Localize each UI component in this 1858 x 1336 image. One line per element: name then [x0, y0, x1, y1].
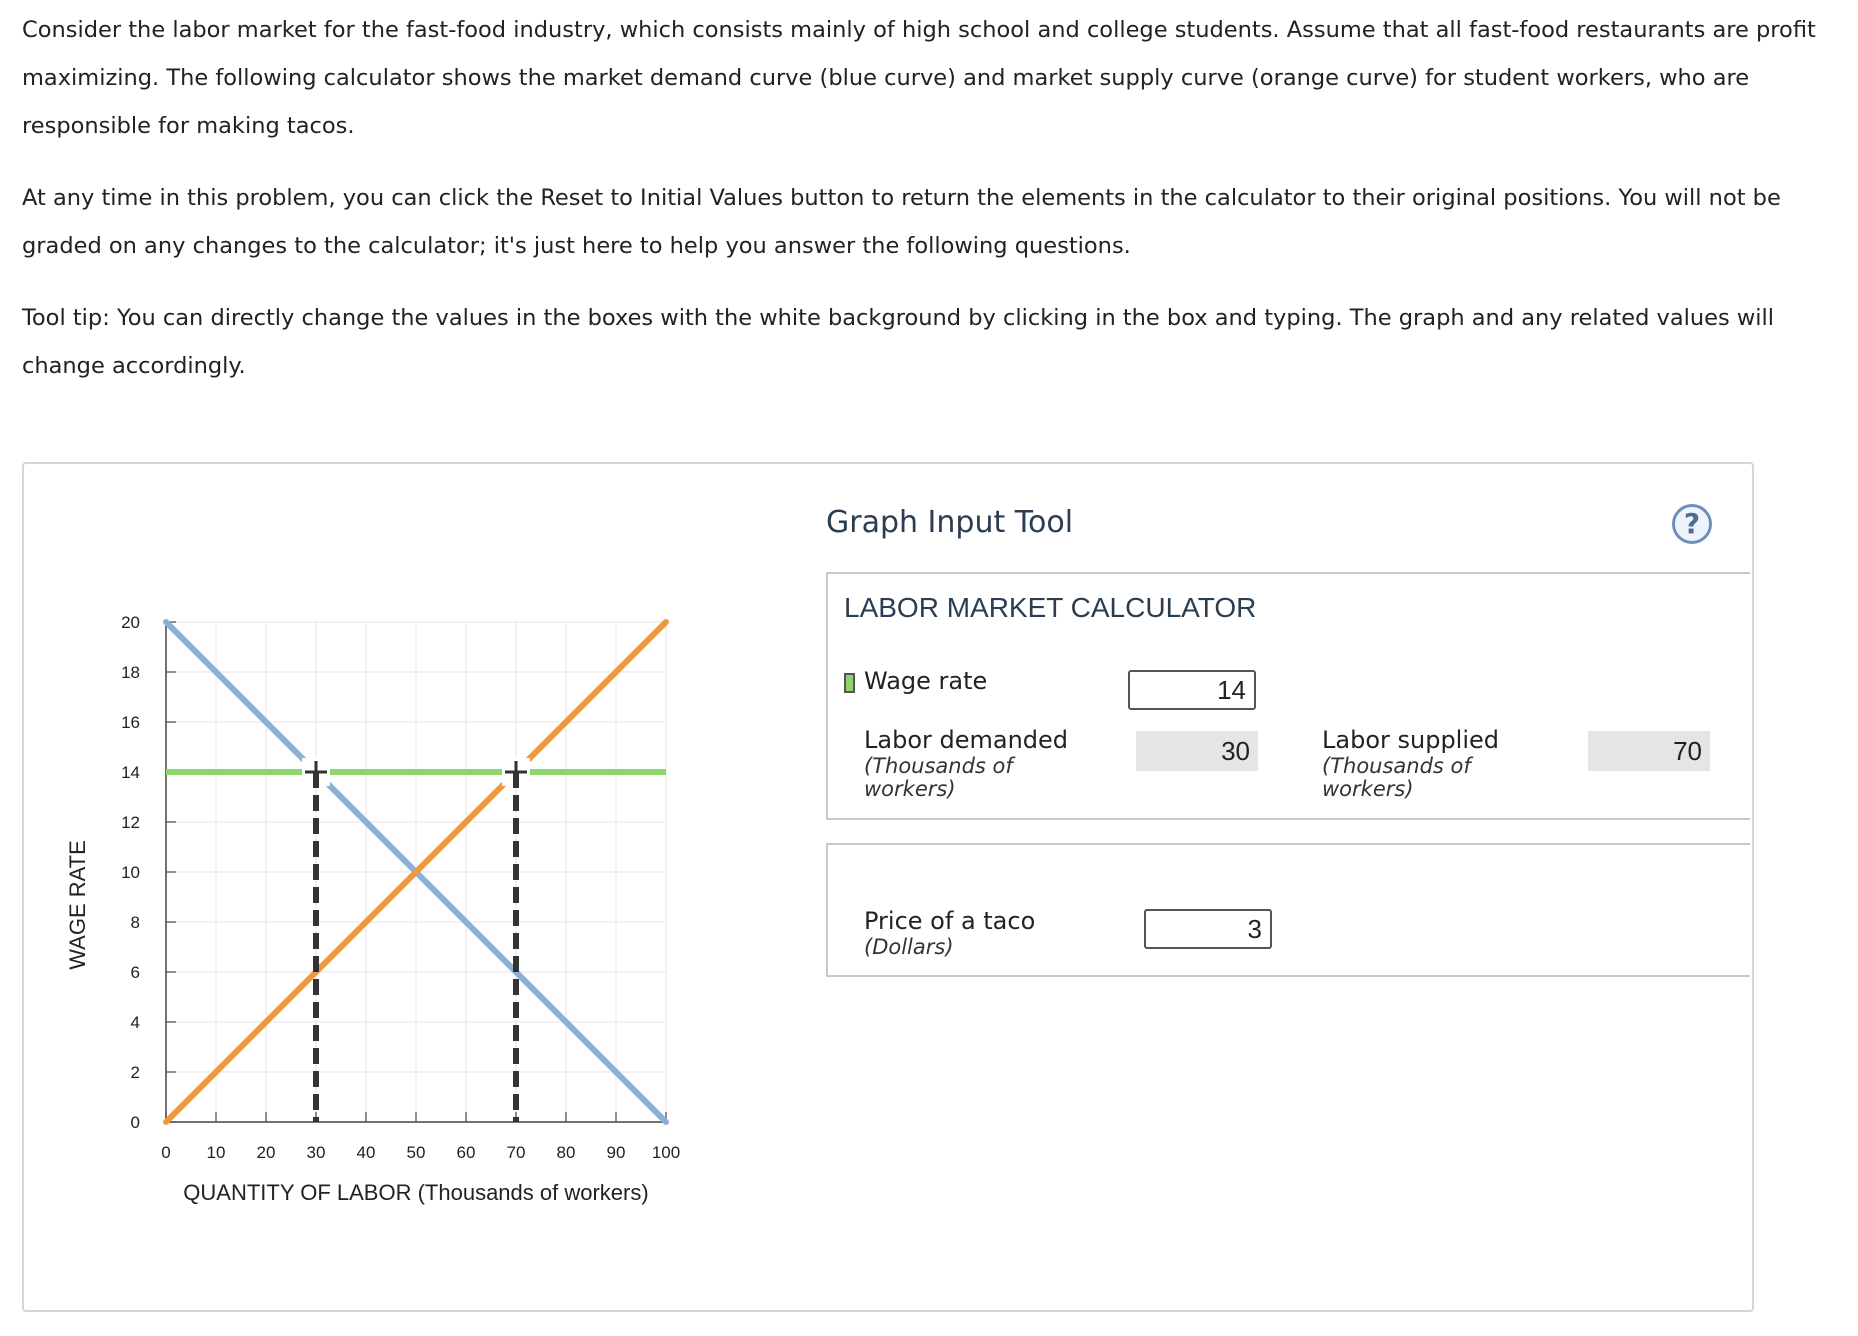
x-tick-label: 30 — [306, 1143, 326, 1162]
price-label: Price of a taco — [864, 907, 1036, 935]
x-axis-label: QUANTITY OF LABOR (Thousands of workers) — [183, 1180, 649, 1205]
labor-market-chart[interactable] — [40, 570, 700, 1250]
labor-demanded-units-2: workers) — [864, 777, 956, 801]
x-tick-label: 100 — [651, 1143, 681, 1162]
x-tick-label: 20 — [256, 1143, 276, 1162]
y-tick-label: 18 — [121, 663, 140, 682]
y-axis-label: WAGE RATE — [65, 840, 90, 970]
labor-supplied-units-2: workers) — [1322, 777, 1414, 801]
y-tick-label: 12 — [121, 813, 140, 832]
labor-demanded-label: Labor demanded — [864, 726, 1069, 754]
x-tick-label: 40 — [356, 1143, 376, 1162]
y-tick-label: 10 — [121, 863, 140, 882]
labor-supplied-label: Labor supplied — [1322, 726, 1500, 754]
y-tick-label: 8 — [130, 913, 140, 932]
x-tick-label: 50 — [406, 1143, 426, 1162]
labor-demanded-units-1: (Thousands of — [864, 754, 1013, 778]
y-tick-label: 16 — [121, 713, 140, 732]
price-units: (Dollars) — [864, 935, 954, 959]
y-tick-label: 20 — [121, 613, 140, 632]
y-tick-label: 2 — [130, 1063, 140, 1082]
wage-rate-label: Wage rate — [864, 667, 988, 695]
y-tick-label: 14 — [121, 763, 140, 782]
price-calculator — [826, 843, 1750, 977]
x-tick-label: 90 — [606, 1143, 626, 1162]
graph-input-tool-title: Graph Input Tool — [826, 505, 1074, 540]
price-input[interactable]: 3 — [1144, 909, 1272, 949]
labor-demanded-value: 30 — [1136, 731, 1258, 771]
y-tick-label: 4 — [130, 1013, 140, 1032]
x-tick-label: 10 — [206, 1143, 226, 1162]
labor-supplied-units-1: (Thousands of — [1322, 754, 1471, 778]
x-tick-label: 70 — [506, 1143, 526, 1162]
y-tick-label: 6 — [130, 963, 140, 982]
help-icon[interactable]: ? — [1672, 504, 1712, 544]
intro-paragraph-1: Consider the labor market for the fast-food industry, which consists mainly of high school and college students. Assume that all fast-food restaurants are profit maximizing. The following calculator shows the market demand curve (blue curve) and market supply curve (orange curve) for student workers, who are responsible for making tacos. — [22, 17, 1816, 139]
x-tick-label: 0 — [161, 1143, 171, 1162]
intro-paragraph-3: Tool tip: You can directly change the values in the boxes with the white background by clicking in the box and typing. The graph and any related values will change accordingly. — [22, 305, 1774, 379]
wage-rate-input[interactable]: 14 — [1128, 670, 1256, 710]
wage-rate-swatch-icon — [844, 673, 855, 693]
y-tick-label: 0 — [130, 1113, 140, 1132]
x-tick-label: 80 — [556, 1143, 576, 1162]
labor-supplied-value: 70 — [1588, 731, 1710, 771]
x-tick-label: 60 — [456, 1143, 476, 1162]
labor-market-calculator — [826, 572, 1750, 820]
calculator-title: LABOR MARKET CALCULATOR — [844, 592, 1257, 623]
intro-paragraph-2: At any time in this problem, you can click the Reset to Initial Values button to return the elements in the calculator to their original positions. You will not be graded on any changes to the calculator; it's just here to help you answer the following questions. — [22, 185, 1781, 259]
